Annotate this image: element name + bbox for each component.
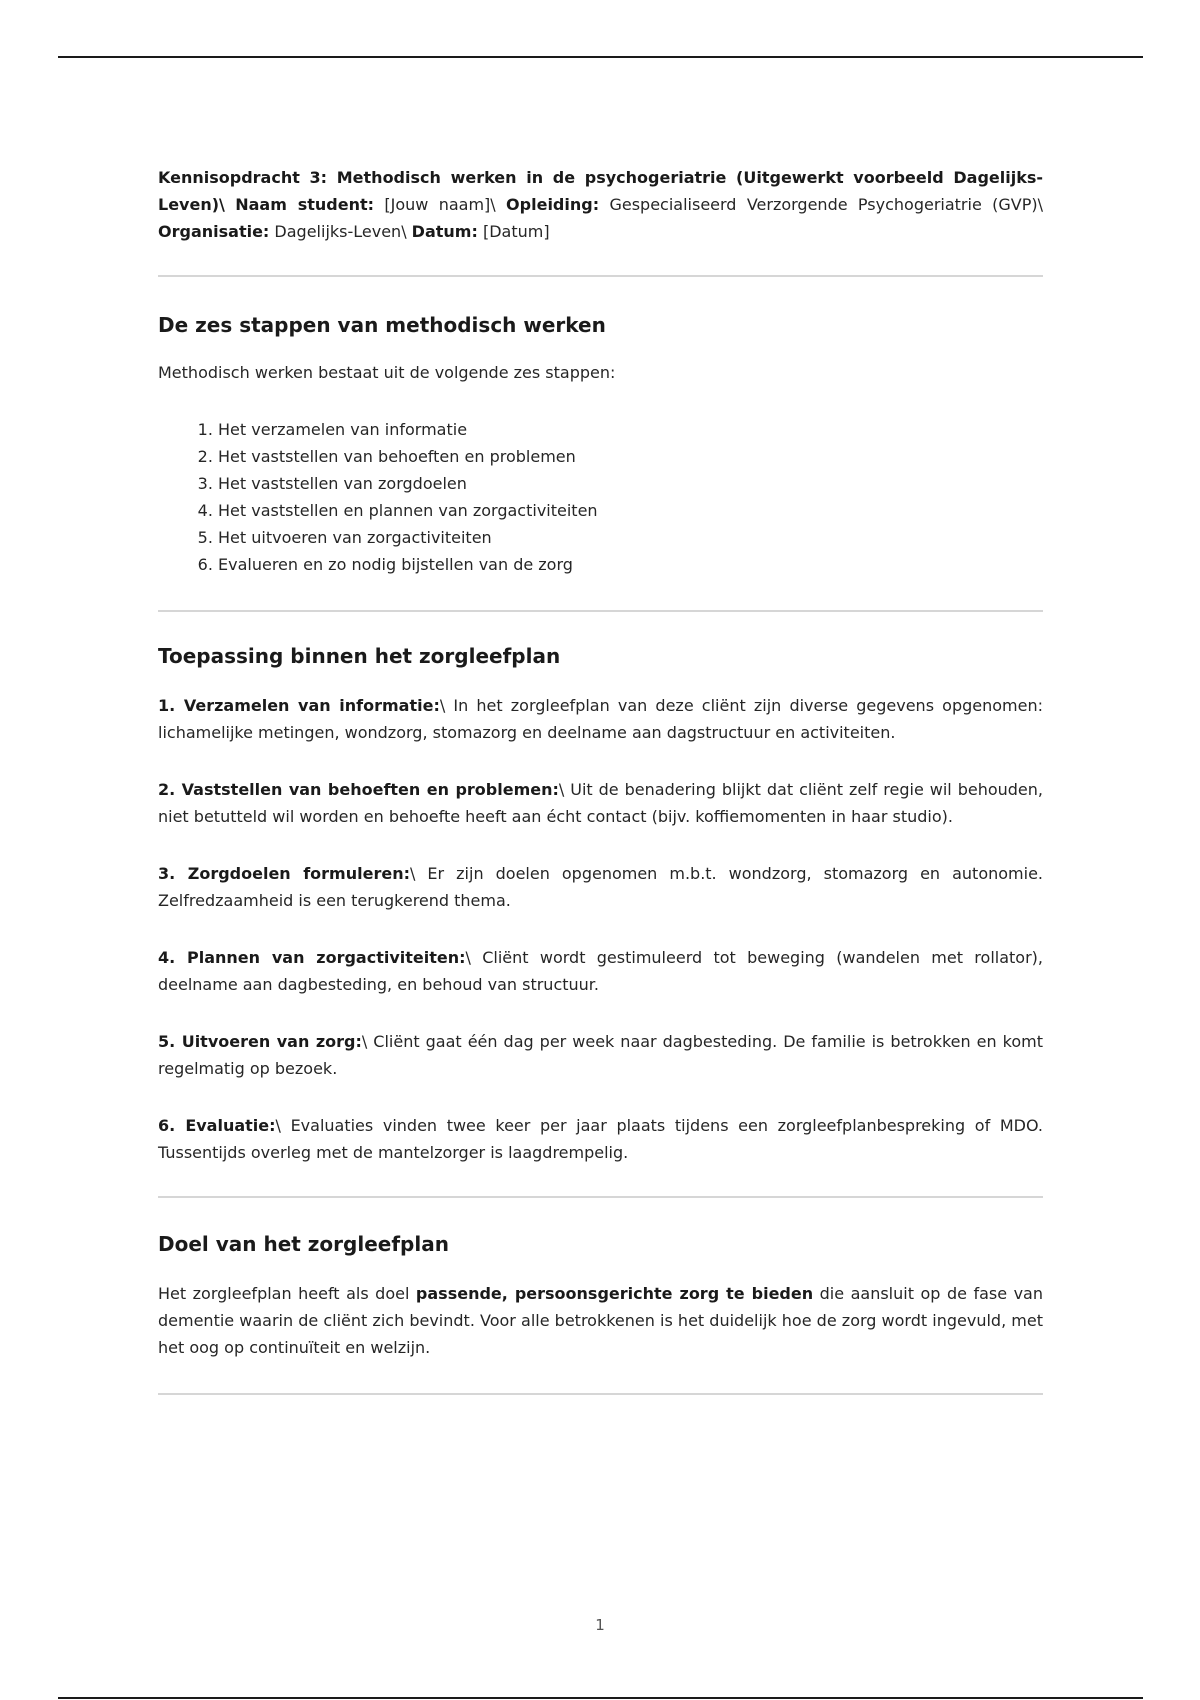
goal-paragraph bbox=[158, 1280, 1043, 1361]
list-item: 2. Het vaststellen van behoeften en problemen bbox=[218, 443, 1043, 470]
list-item: 6. Evalueren en zo nodig bijstellen van de zorg bbox=[218, 551, 1043, 578]
list-item: 5. Het uitvoeren van zorgactiviteiten bbox=[218, 524, 1043, 551]
application-paragraph bbox=[158, 692, 1043, 746]
divider bbox=[158, 1393, 1043, 1395]
divider bbox=[158, 610, 1043, 612]
step-text: \ Er zijn doelen opgenomen m.b.t. wondzorg, stomazorg en autonomie. Zelfredzaamheid is een terugkerend thema. bbox=[158, 864, 1043, 910]
list-item: 3. Het vaststellen van zorgdoelen bbox=[218, 470, 1043, 497]
step-text: \ In het zorgleefplan van deze cliënt zijn diverse gegevens opgenomen: lichamelijke metingen, wondzorg, stomazorg en deelname aan dagstructuur en activiteiten. bbox=[158, 696, 1044, 742]
step-label: 4. Plannen van zorgactiviteiten: bbox=[158, 948, 466, 967]
organisatie-value: Dagelijks-Leven\ bbox=[274, 222, 407, 241]
application-paragraph bbox=[158, 776, 1043, 830]
document-header bbox=[158, 164, 1043, 245]
step-label: 2. Vaststellen van behoeften en problemen: bbox=[158, 780, 559, 799]
document-body bbox=[158, 164, 1043, 1395]
application-paragraph bbox=[158, 944, 1043, 998]
page-number: 1 bbox=[595, 1616, 605, 1634]
application-paragraph bbox=[158, 1112, 1043, 1166]
steps-intro: Methodisch werken bestaat uit de volgende zes stappen: bbox=[158, 363, 616, 382]
datum-label: Datum: bbox=[411, 222, 478, 241]
step-label: 1. Verzamelen van informatie: bbox=[158, 696, 440, 715]
step-text: \ Evaluaties vinden twee keer per jaar plaats tijdens een zorgleefplanbespreking of MDO. Tussentijds overleg met de mantelzorger is laagdrempelig. bbox=[158, 1116, 1043, 1162]
page-bottom-rule bbox=[58, 1697, 1143, 1699]
divider bbox=[158, 275, 1043, 277]
step-label: 6. Evaluatie: bbox=[158, 1116, 276, 1135]
divider bbox=[158, 1196, 1043, 1198]
step-label: 3. Zorgdoelen formuleren: bbox=[158, 864, 410, 883]
steps-list bbox=[158, 416, 1043, 578]
page-top-rule bbox=[58, 56, 1143, 58]
student-value: [Jouw naam]\ bbox=[384, 195, 496, 214]
section-heading-goal: Doel van het zorgleefplan bbox=[158, 1232, 449, 1256]
goal-text-before: Het zorgleefplan heeft als doel bbox=[158, 1284, 416, 1303]
goal-text-bold: passende, persoonsgerichte zorg te bieden bbox=[415, 1284, 814, 1303]
datum-value: [Datum] bbox=[482, 222, 550, 241]
application-paragraph bbox=[158, 860, 1043, 914]
organisatie-label: Organisatie: bbox=[158, 222, 270, 241]
title-label: Kennisopdracht 3: Methodisch werken in de psychogeriatrie (Uitgewerkt voorbeeld Dagelijks-Leven)\ bbox=[158, 168, 1043, 214]
step-label: 5. Uitvoeren van zorg: bbox=[158, 1032, 362, 1051]
step-text: \ Cliënt wordt gestimuleerd tot beweging (wandelen met rollator), deelname aan dagbesteding, en behoud van structuur. bbox=[158, 948, 1043, 994]
student-label: Naam student: bbox=[235, 195, 375, 214]
application-paragraph bbox=[158, 1028, 1043, 1082]
opleiding-label: Opleiding: bbox=[506, 195, 600, 214]
list-item: 4. Het vaststellen en plannen van zorgactiviteiten bbox=[218, 497, 1043, 524]
section-heading-steps: De zes stappen van methodisch werken bbox=[158, 313, 606, 337]
opleiding-value: Gespecialiseerd Verzorgende Psychogeriatrie (GVP)\ bbox=[609, 195, 1043, 214]
step-text: \ Cliënt gaat één dag per week naar dagbesteding. De familie is betrokken en komt regelmatig op bezoek. bbox=[158, 1032, 1043, 1078]
goal-text-after: die aansluit op de fase van dementie waarin de cliënt zich bevindt. Voor alle betrokkenen is het duidelijk hoe de zorg wordt ingevuld, met het oog op continuïteit en welzijn. bbox=[158, 1284, 1043, 1357]
list-item: 1. Het verzamelen van informatie bbox=[218, 416, 1043, 443]
step-text: \ Uit de benadering blijkt dat cliënt zelf regie wil behouden, niet betutteld wil worden en behoefte heeft aan écht contact (bijv. koffiemomenten in haar studio). bbox=[158, 780, 1044, 826]
section-heading-application: Toepassing binnen het zorgleefplan bbox=[158, 644, 561, 668]
